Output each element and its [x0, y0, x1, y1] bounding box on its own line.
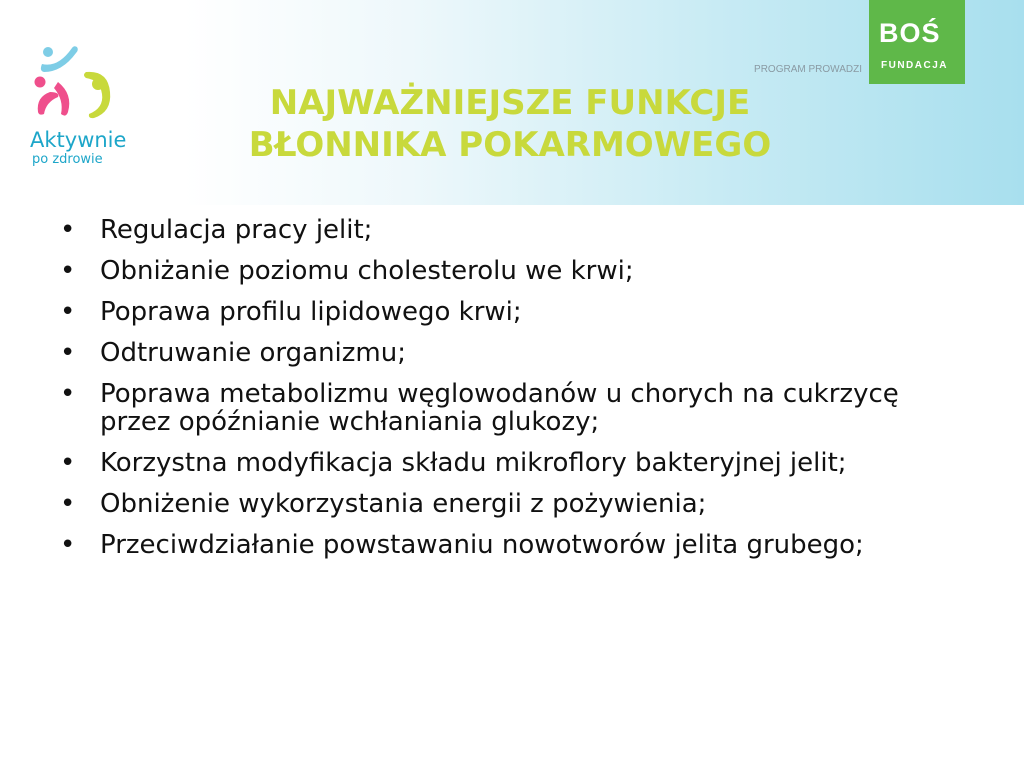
people-figures-logo-icon [28, 42, 118, 128]
bullet-item [60, 449, 960, 477]
bullet-text: Korzystna modyfikacja składu mikroflory bakteryjnej jelit; [100, 448, 847, 478]
bullet-text: Odtruwanie organizmu; [100, 338, 406, 368]
bullet-marker: • [60, 379, 76, 409]
title-line-1: NAJWAŻNIEJSZE FUNKCJE [269, 83, 751, 123]
bullet-item [60, 490, 960, 518]
bullet-item [60, 339, 960, 367]
title-line-2: BŁONNIKA POKARMOWEGO [248, 125, 772, 165]
bullet-item [60, 380, 960, 436]
bullet-marker: • [60, 215, 76, 245]
bullet-marker: • [60, 256, 76, 286]
bullet-item [60, 298, 960, 326]
program-label: PROGRAM PROWADZI [754, 64, 862, 75]
page-title [200, 82, 820, 166]
bullet-item [60, 216, 960, 244]
bullet-text: Poprawa metabolizmu węglowodanów u chorych na cukrzycę przez opóźnianie wchłaniania glukozy; [100, 379, 899, 437]
bullet-text: Poprawa profilu lipidowego krwi; [100, 297, 522, 327]
bullet-marker: • [60, 448, 76, 478]
bos-foundation-logo [869, 0, 965, 84]
main-content [60, 216, 960, 572]
bullet-text: Obniżanie poziomu cholesterolu we krwi; [100, 256, 634, 286]
bullet-text: Regulacja pracy jelit; [100, 215, 373, 245]
bullet-marker: • [60, 489, 76, 519]
bullet-text: Obniżenie wykorzystania energii z pożywienia; [100, 489, 707, 519]
logo-name: Aktywnie [30, 128, 127, 152]
aktywnie-logo [28, 42, 148, 182]
bullet-marker: • [60, 338, 76, 368]
bullet-text: Przeciwdziałanie powstawaniu nowotworów jelita grubego; [100, 530, 864, 560]
logo-tagline: po zdrowie [32, 152, 103, 167]
bos-name: BOŚ [879, 18, 941, 48]
bullet-list [60, 216, 960, 559]
bullet-item [60, 531, 960, 559]
bullet-marker: • [60, 297, 76, 327]
bos-sub: FUNDACJA [881, 60, 948, 71]
bullet-marker: • [60, 530, 76, 560]
bullet-item [60, 257, 960, 285]
